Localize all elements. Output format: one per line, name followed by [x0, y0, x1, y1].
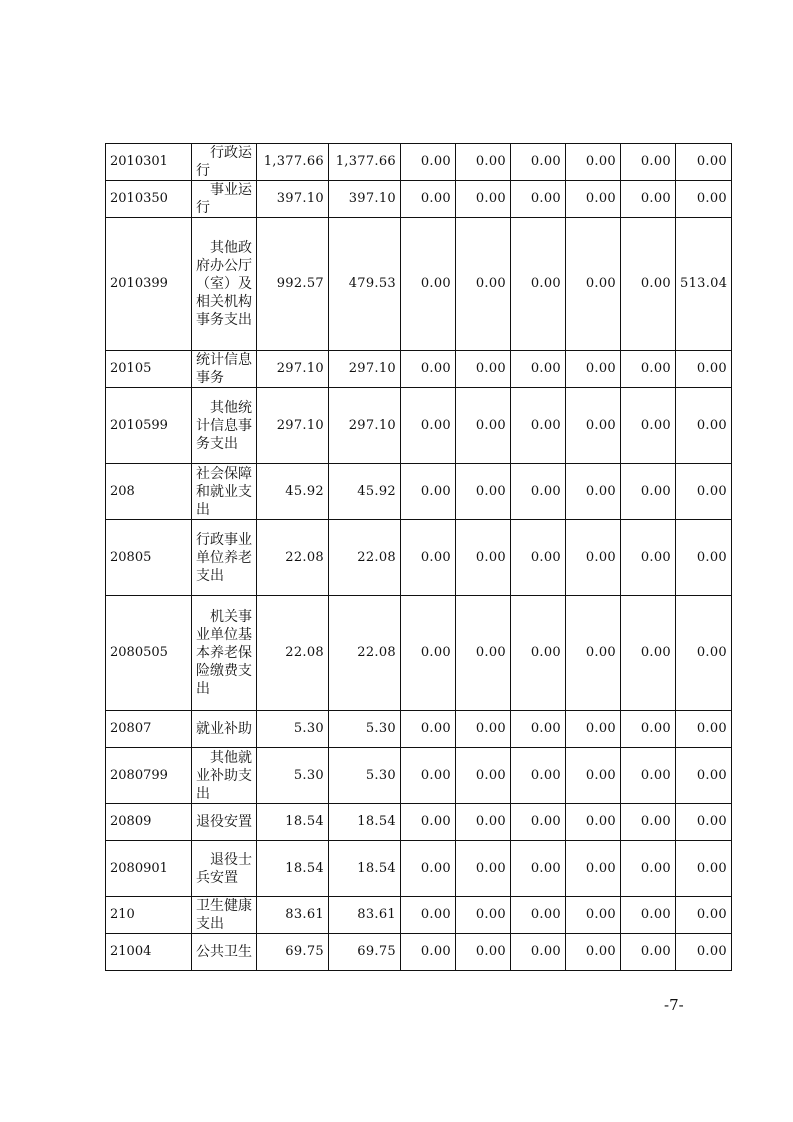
amount-cell: 0.00 — [566, 711, 621, 748]
amount-cell: 0.00 — [676, 596, 732, 711]
amount-cell: 0.00 — [566, 804, 621, 841]
amount-cell: 0.00 — [676, 897, 732, 934]
amount-cell: 69.75 — [257, 934, 329, 971]
subject-name — [192, 841, 257, 897]
subject-code: 2080505 — [106, 596, 192, 711]
table-row — [106, 841, 732, 897]
amount-cell: 0.00 — [401, 181, 456, 218]
amount-cell: 0.00 — [676, 520, 732, 596]
subject-code: 20805 — [106, 520, 192, 596]
subject-name-text: 其他政府办公厅（室）及相关机构事务支出 — [196, 240, 252, 328]
amount-cell: 22.08 — [257, 520, 329, 596]
subject-name — [192, 351, 257, 388]
subject-name-text: 公共卫生 — [196, 944, 252, 960]
subject-code: 2010599 — [106, 388, 192, 464]
amount-cell: 0.00 — [621, 897, 676, 934]
table-row — [106, 181, 732, 218]
amount-cell: 5.30 — [329, 711, 401, 748]
amount-cell: 0.00 — [511, 897, 566, 934]
subject-name-text: 社会保障和就业支出 — [196, 465, 252, 518]
amount-cell: 0.00 — [676, 144, 732, 181]
amount-cell: 0.00 — [401, 464, 456, 520]
amount-cell: 0.00 — [676, 711, 732, 748]
amount-cell: 0.00 — [511, 388, 566, 464]
amount-cell: 0.00 — [511, 181, 566, 218]
subject-name-text: 其他就业补助支出 — [196, 749, 252, 802]
amount-cell: 18.54 — [329, 841, 401, 897]
subject-name — [192, 181, 257, 218]
amount-cell: 22.08 — [257, 596, 329, 711]
amount-cell: 45.92 — [329, 464, 401, 520]
amount-cell: 0.00 — [401, 218, 456, 351]
table-body — [106, 144, 732, 971]
subject-name — [192, 596, 257, 711]
subject-name-text: 事业运行 — [196, 182, 252, 216]
amount-cell: 0.00 — [621, 351, 676, 388]
amount-cell: 0.00 — [456, 748, 511, 804]
amount-cell: 0.00 — [456, 897, 511, 934]
subject-name-text: 退役安置 — [196, 814, 252, 830]
subject-name — [192, 897, 257, 934]
budget-table — [105, 143, 732, 971]
subject-code: 20807 — [106, 711, 192, 748]
amount-cell: 0.00 — [511, 748, 566, 804]
amount-cell: 0.00 — [621, 596, 676, 711]
amount-cell: 83.61 — [257, 897, 329, 934]
table-row — [106, 464, 732, 520]
table-row — [106, 388, 732, 464]
amount-cell: 397.10 — [257, 181, 329, 218]
subject-code: 2010350 — [106, 181, 192, 218]
amount-cell: 0.00 — [566, 596, 621, 711]
subject-name-text: 卫生健康支出 — [196, 898, 252, 932]
amount-cell: 0.00 — [676, 181, 732, 218]
table-row — [106, 218, 732, 351]
amount-cell: 0.00 — [456, 934, 511, 971]
amount-cell: 0.00 — [511, 711, 566, 748]
subject-name-text: 其他统计信息事务支出 — [196, 399, 252, 452]
amount-cell: 0.00 — [621, 520, 676, 596]
subject-name — [192, 144, 257, 181]
amount-cell: 0.00 — [401, 596, 456, 711]
amount-cell: 0.00 — [676, 351, 732, 388]
subject-code: 2010399 — [106, 218, 192, 351]
amount-cell: 0.00 — [401, 351, 456, 388]
amount-cell: 18.54 — [257, 804, 329, 841]
amount-cell: 0.00 — [566, 897, 621, 934]
amount-cell: 0.00 — [511, 520, 566, 596]
subject-name — [192, 520, 257, 596]
subject-name — [192, 388, 257, 464]
amount-cell: 0.00 — [566, 218, 621, 351]
amount-cell: 0.00 — [676, 388, 732, 464]
subject-name-text: 就业补助 — [196, 721, 252, 737]
amount-cell: 297.10 — [329, 351, 401, 388]
amount-cell: 0.00 — [511, 351, 566, 388]
amount-cell: 0.00 — [511, 596, 566, 711]
table-row — [106, 711, 732, 748]
page-number: -7- — [664, 996, 684, 1014]
amount-cell: 0.00 — [621, 711, 676, 748]
amount-cell: 0.00 — [456, 181, 511, 218]
subject-name-text: 统计信息事务 — [196, 352, 252, 386]
amount-cell: 0.00 — [621, 841, 676, 897]
amount-cell: 0.00 — [456, 144, 511, 181]
table-row — [106, 897, 732, 934]
amount-cell: 0.00 — [401, 144, 456, 181]
amount-cell: 0.00 — [456, 388, 511, 464]
subject-code: 2010301 — [106, 144, 192, 181]
amount-cell: 992.57 — [257, 218, 329, 351]
amount-cell: 0.00 — [401, 388, 456, 464]
amount-cell: 0.00 — [566, 520, 621, 596]
amount-cell: 0.00 — [676, 934, 732, 971]
subject-name — [192, 804, 257, 841]
amount-cell: 0.00 — [566, 351, 621, 388]
table-row — [106, 934, 732, 971]
amount-cell: 297.10 — [257, 351, 329, 388]
amount-cell: 22.08 — [329, 596, 401, 711]
amount-cell: 0.00 — [401, 748, 456, 804]
amount-cell: 0.00 — [621, 388, 676, 464]
subject-code: 210 — [106, 897, 192, 934]
amount-cell: 0.00 — [566, 181, 621, 218]
amount-cell: 0.00 — [401, 934, 456, 971]
amount-cell: 18.54 — [257, 841, 329, 897]
subject-code: 20809 — [106, 804, 192, 841]
amount-cell: 0.00 — [401, 520, 456, 596]
amount-cell: 0.00 — [621, 144, 676, 181]
amount-cell: 69.75 — [329, 934, 401, 971]
amount-cell: 0.00 — [676, 748, 732, 804]
amount-cell: 0.00 — [511, 218, 566, 351]
amount-cell: 0.00 — [456, 520, 511, 596]
amount-cell: 297.10 — [257, 388, 329, 464]
subject-name — [192, 934, 257, 971]
table-row — [106, 351, 732, 388]
amount-cell: 0.00 — [511, 464, 566, 520]
amount-cell: 0.00 — [676, 841, 732, 897]
amount-cell: 83.61 — [329, 897, 401, 934]
amount-cell: 45.92 — [257, 464, 329, 520]
amount-cell: 0.00 — [401, 804, 456, 841]
amount-cell: 1,377.66 — [257, 144, 329, 181]
amount-cell: 0.00 — [621, 218, 676, 351]
table-row — [106, 748, 732, 804]
amount-cell: 5.30 — [257, 711, 329, 748]
amount-cell: 0.00 — [456, 804, 511, 841]
amount-cell: 0.00 — [456, 218, 511, 351]
amount-cell: 0.00 — [566, 841, 621, 897]
subject-code: 208 — [106, 464, 192, 520]
amount-cell: 0.00 — [401, 897, 456, 934]
subject-code: 2080901 — [106, 841, 192, 897]
amount-cell: 513.04 — [676, 218, 732, 351]
amount-cell: 0.00 — [456, 351, 511, 388]
subject-name — [192, 748, 257, 804]
amount-cell: 0.00 — [676, 464, 732, 520]
amount-cell: 0.00 — [621, 804, 676, 841]
amount-cell: 397.10 — [329, 181, 401, 218]
amount-cell: 0.00 — [621, 181, 676, 218]
amount-cell: 297.10 — [329, 388, 401, 464]
amount-cell: 0.00 — [566, 748, 621, 804]
amount-cell: 0.00 — [511, 934, 566, 971]
amount-cell: 0.00 — [401, 711, 456, 748]
subject-name — [192, 464, 257, 520]
subject-name — [192, 711, 257, 748]
table-row — [106, 144, 732, 181]
table-row — [106, 596, 732, 711]
amount-cell: 22.08 — [329, 520, 401, 596]
amount-cell: 0.00 — [511, 841, 566, 897]
amount-cell: 0.00 — [621, 748, 676, 804]
amount-cell: 0.00 — [511, 804, 566, 841]
amount-cell: 0.00 — [621, 464, 676, 520]
amount-cell: 18.54 — [329, 804, 401, 841]
subject-name-text: 行政运行 — [196, 145, 252, 179]
amount-cell: 5.30 — [329, 748, 401, 804]
subject-code: 21004 — [106, 934, 192, 971]
subject-name-text: 退役士兵安置 — [196, 851, 252, 886]
amount-cell: 0.00 — [456, 596, 511, 711]
amount-cell: 0.00 — [621, 934, 676, 971]
amount-cell: 0.00 — [511, 144, 566, 181]
subject-name-text: 机关事业单位基本养老保险缴费支出 — [196, 609, 252, 697]
amount-cell: 0.00 — [456, 841, 511, 897]
amount-cell: 0.00 — [566, 144, 621, 181]
amount-cell: 0.00 — [566, 388, 621, 464]
amount-cell: 0.00 — [566, 464, 621, 520]
amount-cell: 0.00 — [676, 804, 732, 841]
amount-cell: 0.00 — [456, 711, 511, 748]
subject-name-text: 行政事业单位养老支出 — [196, 531, 252, 584]
table-row — [106, 804, 732, 841]
amount-cell: 479.53 — [329, 218, 401, 351]
amount-cell: 1,377.66 — [329, 144, 401, 181]
subject-code: 20105 — [106, 351, 192, 388]
subject-name — [192, 218, 257, 351]
amount-cell: 0.00 — [566, 934, 621, 971]
subject-code: 2080799 — [106, 748, 192, 804]
amount-cell: 0.00 — [456, 464, 511, 520]
amount-cell: 0.00 — [401, 841, 456, 897]
amount-cell: 5.30 — [257, 748, 329, 804]
table-row — [106, 520, 732, 596]
